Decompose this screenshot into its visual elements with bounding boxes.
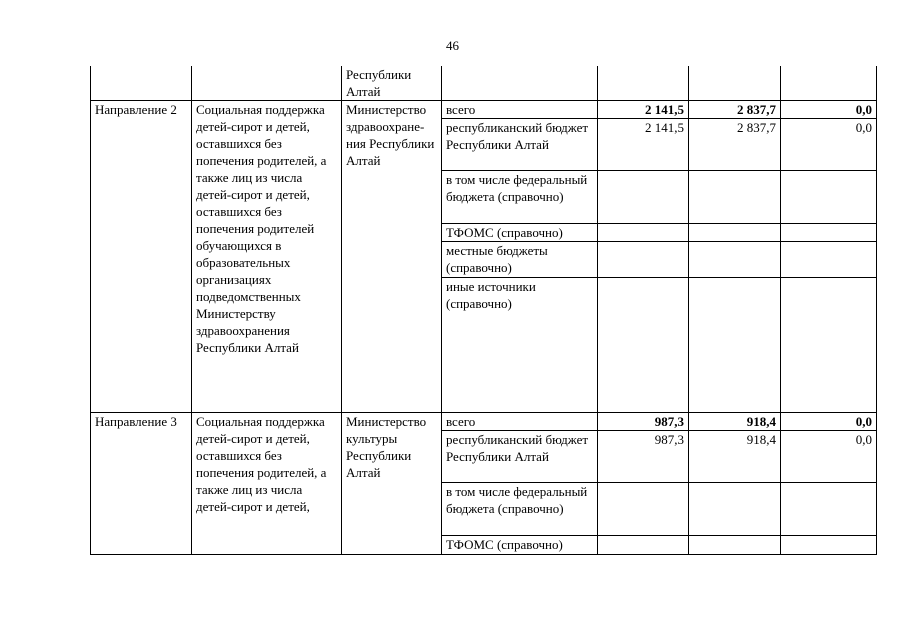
measure-name-cell: Социальная поддержка детей-сирот и детей, оставшихся без попечения родителей, а также лиц из числа детей-сирот и детей, (192, 413, 342, 555)
direction-cell: Направление 3 (91, 413, 192, 555)
source-cell (442, 66, 598, 101)
value-cell: 2 837,7 (689, 119, 781, 171)
value-cell: 918,4 (689, 431, 781, 483)
value-cell: 2 141,5 (598, 101, 689, 119)
value-cell (598, 483, 689, 536)
source-cell: местные бюджеты (справочно) (442, 242, 598, 278)
budget-table (90, 66, 877, 555)
value-cell (781, 483, 877, 536)
value-cell (598, 278, 689, 413)
value-cell: 2 141,5 (598, 119, 689, 171)
source-cell: республиканский бюджет Республики Алтай (442, 431, 598, 483)
source-cell: ТФОМС (справочно) (442, 536, 598, 555)
direction-cell (91, 66, 192, 101)
direction-cell: Направление 2 (91, 101, 192, 413)
value-cell: 987,3 (598, 413, 689, 431)
value-cell: 0,0 (781, 431, 877, 483)
source-cell: иные источники (справочно) (442, 278, 598, 413)
value-cell (781, 224, 877, 242)
executor-cell: Республики Алтай (342, 66, 442, 101)
value-cell (781, 66, 877, 101)
value-cell (781, 171, 877, 224)
value-cell (781, 242, 877, 278)
value-cell (689, 278, 781, 413)
value-cell (598, 224, 689, 242)
value-cell (689, 536, 781, 555)
source-cell: всего (442, 413, 598, 431)
value-cell (689, 483, 781, 536)
table-row (91, 101, 877, 119)
source-cell: в том числе федеральный бюджета (справочно) (442, 483, 598, 536)
measure-name-cell (192, 66, 342, 101)
value-cell (598, 242, 689, 278)
value-cell: 0,0 (781, 413, 877, 431)
source-cell: республиканский бюджет Республики Алтай (442, 119, 598, 171)
executor-cell: Министерство культуры Республики Алтай (342, 413, 442, 555)
value-cell (689, 66, 781, 101)
value-cell (598, 66, 689, 101)
value-cell: 0,0 (781, 119, 877, 171)
value-cell (689, 242, 781, 278)
executor-cell: Министерство здравоохране-ния Республики Алтай (342, 101, 442, 413)
value-cell (598, 536, 689, 555)
measure-name-cell: Социальная поддержка детей-сирот и детей, оставшихся без попечения родителей, а также лиц из числа детей-сирот и детей, оставшихся без попечения родителей обучающихся в образовательных организациях подведомственных Министерству здравоохранения Республики Алтай (192, 101, 342, 413)
page-number: 46 (446, 38, 459, 53)
value-cell (598, 171, 689, 224)
source-cell: всего (442, 101, 598, 119)
table-row (91, 413, 877, 431)
value-cell: 2 837,7 (689, 101, 781, 119)
value-cell: 0,0 (781, 101, 877, 119)
source-cell: в том числе федеральный бюджета (справочно) (442, 171, 598, 224)
value-cell (781, 278, 877, 413)
value-cell (689, 224, 781, 242)
source-cell: ТФОМС (справочно) (442, 224, 598, 242)
value-cell: 918,4 (689, 413, 781, 431)
table-row-continuation (91, 66, 877, 101)
value-cell (781, 536, 877, 555)
value-cell: 987,3 (598, 431, 689, 483)
value-cell (689, 171, 781, 224)
